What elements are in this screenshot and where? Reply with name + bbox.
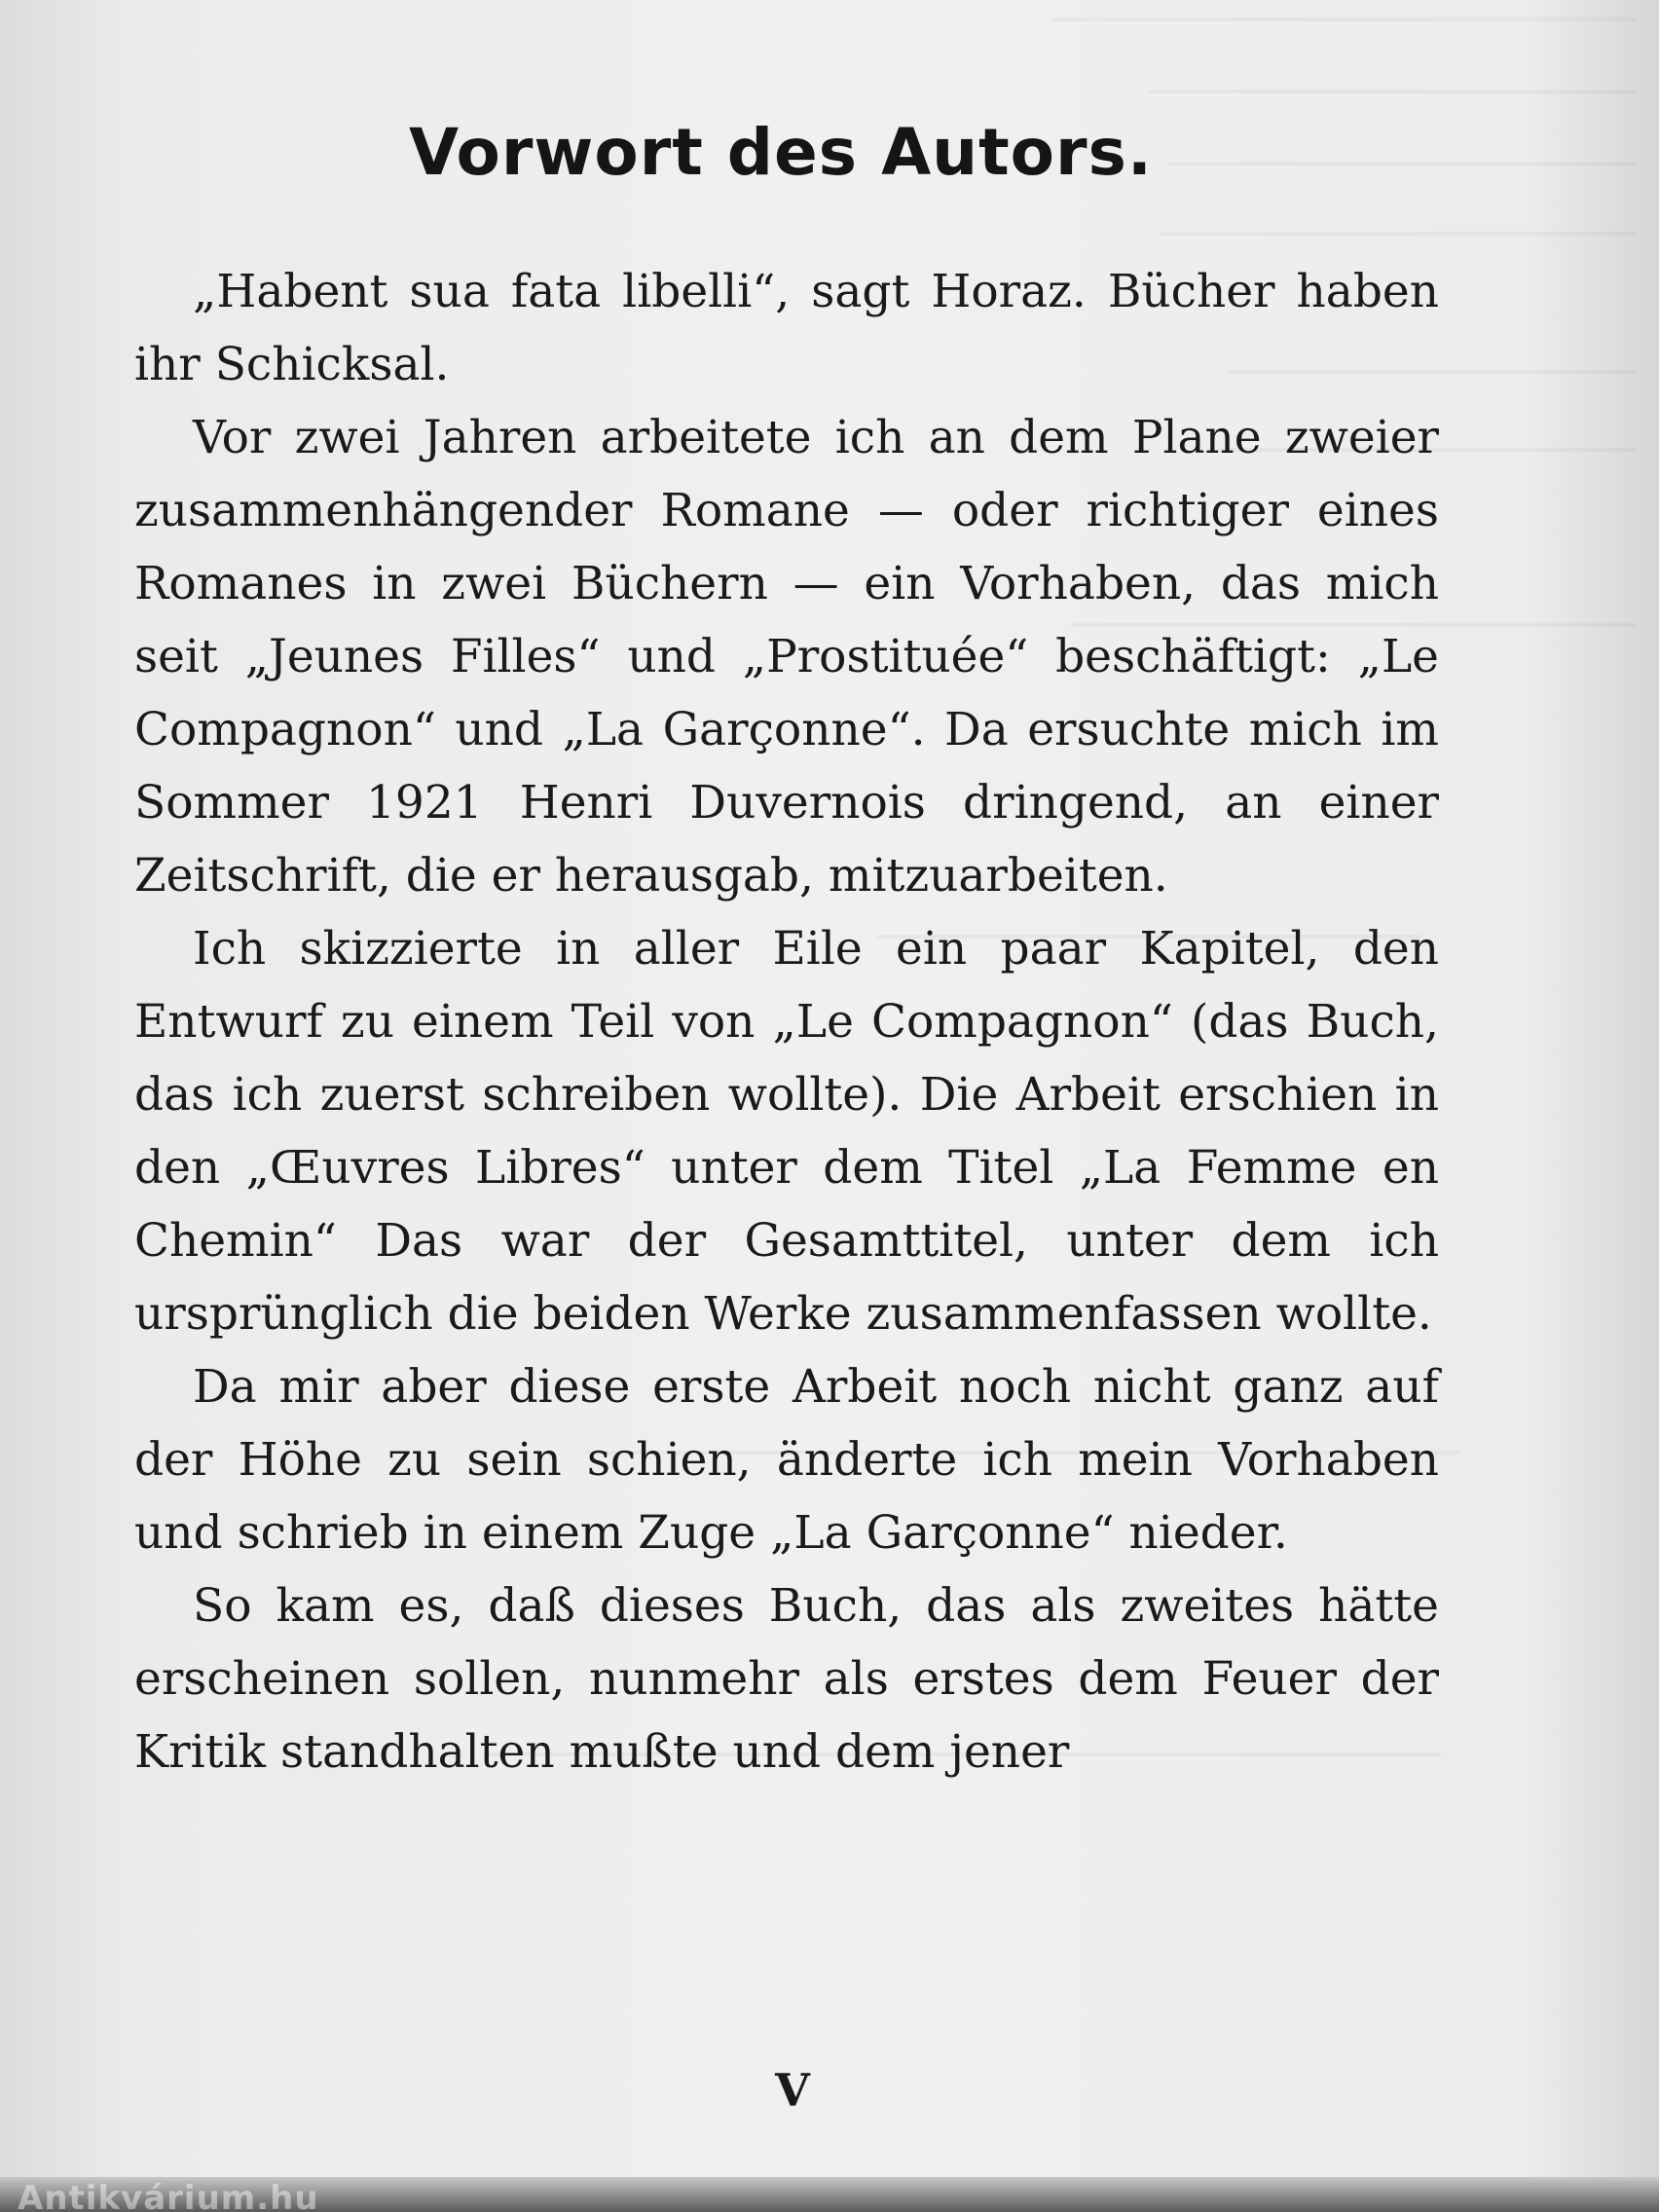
body-text: [134, 255, 1439, 1788]
bleed-line: [1149, 90, 1636, 93]
paragraph: Vor zwei Jahren arbeitete ich an dem Plane zweier zusammenhängender Romane — oder richtiger eines Romanes in zwei Büchern — ein Vorhaben, das mich seit „Jeunes Filles“ und „Prostituée“ beschäftigt: „Le Compagnon“ und „La Garçonne“. Da ersuchte mich im Sommer 1921 Henri Duvernois dringend, an einer Zeitschrift, die er herausgab, mitzuarbeiten.: [134, 411, 1439, 903]
page-title: Vorwort des Autors.: [409, 115, 1153, 190]
page-number: V: [775, 2064, 810, 2117]
bleed-line: [1051, 18, 1636, 21]
watermark: Antikvárium.hu: [18, 2179, 319, 2212]
bleed-line: [1159, 232, 1636, 236]
paragraph: Da mir aber diese erste Arbeit noch nicht ganz auf der Höhe zu sein schien, änderte ich mein Vorhaben und schrieb in einem Zuge „La Garçonne“ nieder.: [134, 1360, 1439, 1560]
paragraph: „Habent sua fata libelli“, sagt Horaz. Bücher haben ihr Schicksal.: [134, 265, 1439, 391]
paragraph: So kam es, daß dieses Buch, das als zweites hätte erscheinen sollen, nunmehr als erstes dem Feuer der Kritik standhalten mußte und dem jener: [134, 1579, 1439, 1779]
paragraph: Ich skizzierte in aller Eile ein paar Kapitel, den Entwurf zu einem Teil von „Le Compagnon“ (das Buch, das ich zuerst schreiben wollte). Die Arbeit erschien in den „Œuvres Libres“ unter dem Titel „La Femme en Chemin“ Das war der Gesamttitel, unter dem ich ursprünglich die beiden Werke zusammenfassen wollte.: [134, 922, 1439, 1341]
